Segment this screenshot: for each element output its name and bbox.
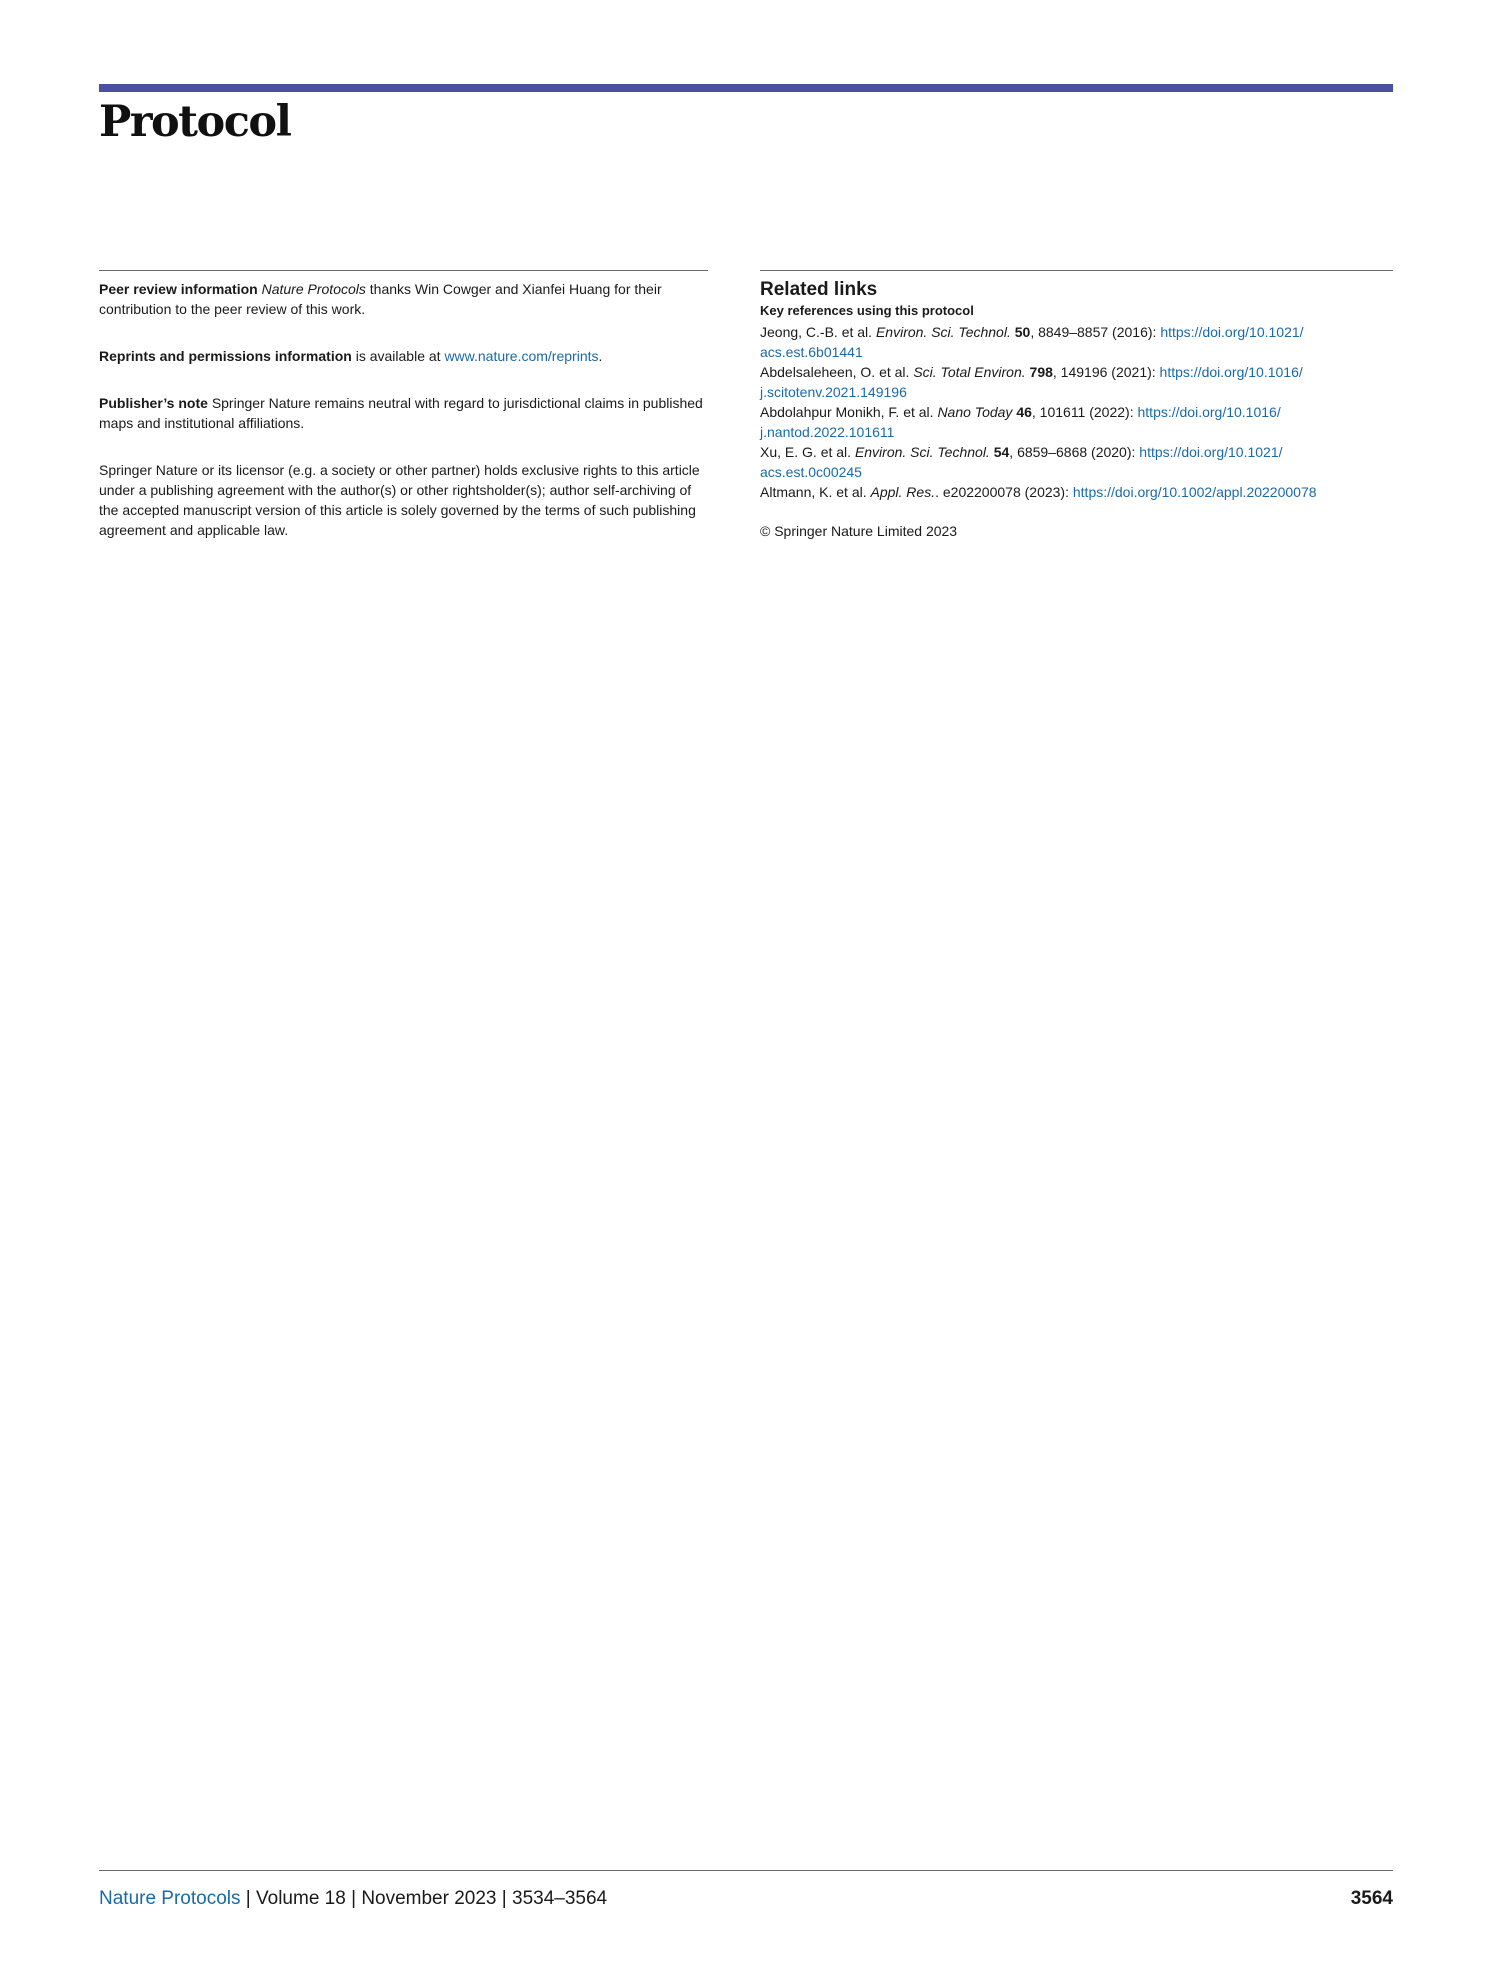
reference-pages: , 101611 (2022): bbox=[1031, 404, 1134, 420]
right-column bbox=[760, 278, 1393, 541]
peer-review-journal: Nature Protocols bbox=[261, 281, 366, 297]
footer-rule bbox=[99, 1870, 1393, 1871]
reference-pages: , 8849–8857 (2016): bbox=[1030, 324, 1157, 340]
reference-volume: 50 bbox=[1014, 324, 1031, 340]
peer-review-paragraph bbox=[99, 279, 708, 319]
left-column-rule bbox=[99, 270, 708, 271]
footer-date: November 2023 bbox=[361, 1888, 497, 1909]
reference-period: . bbox=[935, 484, 939, 500]
left-column bbox=[99, 279, 708, 540]
publisher-note-label: Publisher’s note bbox=[99, 395, 208, 411]
reference-doi-link[interactable]: https://doi.org/10.1021/ bbox=[1160, 324, 1304, 340]
reference-volume: 46 bbox=[1016, 404, 1032, 420]
publisher-note-paragraph bbox=[99, 393, 708, 433]
reference-doi-link-cont[interactable]: j.scitotenv.2021.149196 bbox=[760, 384, 907, 400]
header-accent-bar bbox=[99, 84, 1393, 92]
reference-doi-link[interactable]: https://doi.org/10.1016/ bbox=[1159, 364, 1303, 380]
reprints-label: Reprints and permissions information bbox=[99, 348, 352, 364]
footer-separator: | bbox=[351, 1888, 357, 1909]
reference-journal: Environ. Sci. Technol. bbox=[875, 324, 1011, 340]
publisher-note-text: Springer Nature remains neutral with regard to jurisdictional claims in published maps and institutional affiliations. bbox=[99, 395, 703, 431]
reference-doi-link-cont[interactable]: j.nantod.2022.101611 bbox=[760, 424, 895, 440]
right-column-rule bbox=[760, 270, 1393, 271]
reference-pages: , 149196 (2021): bbox=[1052, 364, 1156, 380]
page-number: 3564 bbox=[1350, 1888, 1393, 1909]
reference-journal: Nano Today bbox=[937, 404, 1013, 420]
reference-journal: Environ. Sci. Technol. bbox=[854, 444, 990, 460]
peer-review-text: thanks Win Cowger and Xianfei Huang for their contribution to the peer review of this work. bbox=[99, 281, 662, 317]
reference-authors: Jeong, C.-B. et al. bbox=[760, 324, 873, 340]
reference-doi-link-cont[interactable]: acs.est.0c00245 bbox=[760, 464, 862, 480]
reference-pages: , 6859–6868 (2020): bbox=[1009, 444, 1136, 460]
reference-doi-link-cont[interactable]: acs.est.6b01441 bbox=[760, 344, 863, 360]
page-header-title: Protocol bbox=[99, 97, 291, 147]
footer-separator: | bbox=[245, 1888, 251, 1909]
copyright-notice: © Springer Nature Limited 2023 bbox=[760, 523, 958, 539]
footer-journal-name[interactable]: Nature Protocols bbox=[99, 1888, 241, 1909]
reference-item bbox=[760, 442, 1393, 482]
peer-review-label: Peer review information bbox=[99, 281, 258, 297]
rights-paragraph: Springer Nature or its licensor (e.g. a society or other partner) holds exclusive rights to this article under a publishing agreement with the author(s) or other rightsholder(s); author self-archiving of the accepted manuscript version of this article is solely governed by the terms of such publishing agreement and applicable law. bbox=[99, 462, 700, 538]
reference-volume: 54 bbox=[993, 444, 1010, 460]
page-footer bbox=[99, 1887, 1393, 1911]
reference-pages: e202200078 (2023): bbox=[942, 484, 1069, 500]
reference-journal: Appl. Res. bbox=[870, 484, 936, 500]
reference-authors: Altmann, K. et al. bbox=[760, 484, 867, 500]
reference-doi-link[interactable]: https://doi.org/10.1021/ bbox=[1139, 444, 1283, 460]
reference-item bbox=[760, 362, 1393, 402]
reference-doi-link[interactable]: https://doi.org/10.1002/appl.202200078 bbox=[1072, 484, 1317, 500]
reference-authors: Abdolahpur Monikh, F. et al. bbox=[760, 404, 934, 420]
reference-authors: Xu, E. G. et al. bbox=[760, 444, 852, 460]
reprints-link[interactable]: www.nature.com/reprints bbox=[444, 348, 599, 364]
reference-volume: 798 bbox=[1029, 364, 1053, 380]
reference-item bbox=[760, 322, 1393, 362]
reference-authors: Abdelsaleheen, O. et al. bbox=[760, 364, 910, 380]
related-links-subheading: Key references using this protocol bbox=[760, 303, 974, 318]
reprints-end: . bbox=[598, 348, 603, 364]
reprints-text: is available at bbox=[355, 348, 441, 364]
related-links-heading: Related links bbox=[760, 279, 878, 300]
reprints-paragraph bbox=[99, 346, 708, 366]
reference-item bbox=[760, 482, 1393, 502]
reference-item bbox=[760, 402, 1393, 442]
reference-doi-link[interactable]: https://doi.org/10.1016/ bbox=[1137, 404, 1281, 420]
footer-pages: 3534–3564 bbox=[512, 1888, 608, 1909]
footer-volume: Volume 18 bbox=[256, 1888, 346, 1909]
footer-separator: | bbox=[501, 1888, 507, 1909]
reference-journal: Sci. Total Environ. bbox=[913, 364, 1026, 380]
